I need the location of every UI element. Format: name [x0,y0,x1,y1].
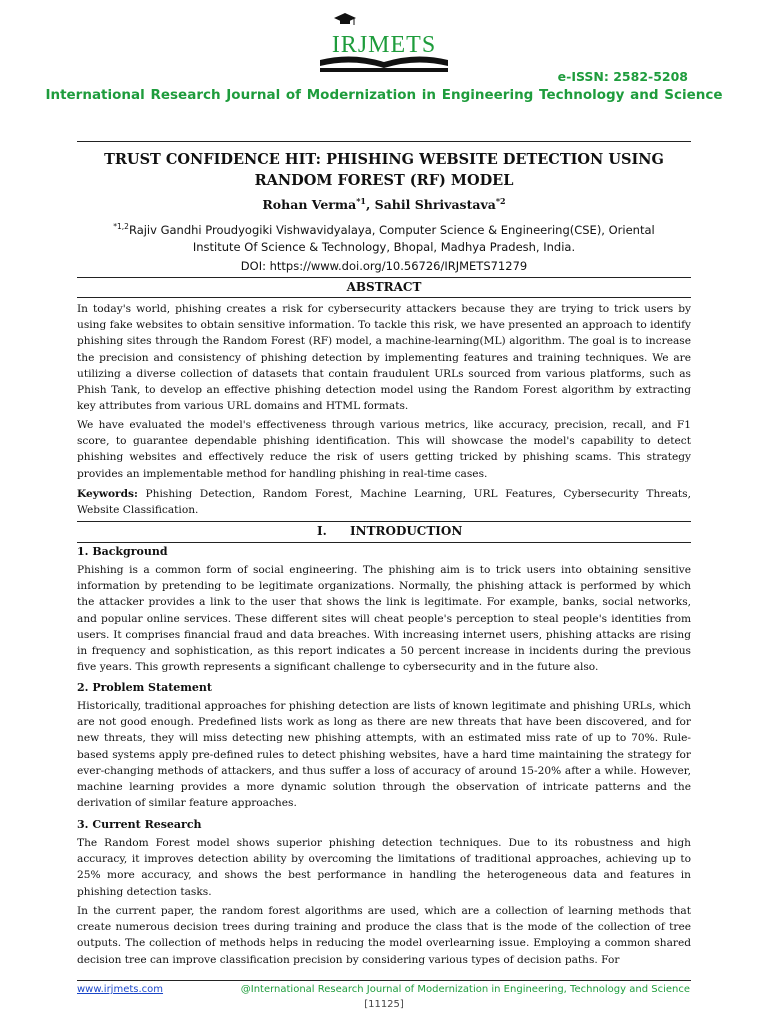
section-title: INTRODUCTION [350,524,463,538]
journal-logo [314,10,454,76]
abstract-heading: ABSTRACT [77,277,691,298]
logo-text: IRJMETS [331,32,437,58]
abstract-paragraph-1: In today's world, phishing creates a risk for cybersecurity attackers because they are trying to trick users by using fake websites to obtain sensitive information. To tackle this risk, we have presented an approach to identify phishing sites through the Random Forest (RF) model, a machine-learning(ML) algorithm. The goal is to increase the precision and consistency of phishing detection by implementing features and training techniques. We are utilizing a diverse collection of datasets that contain fraudulent URLs sourced from various platforms, such as Phish Tank, to develop an effective phishing detection model using the Random Forest algorithm by extracting key attributes from various URL domains and HTML formats. [77,303,691,413]
affiliation-text: Rajiv Gandhi Proudyogiki Vishwavidyalaya, Computer Science & Engineering(CSE), Oriental Institute Of Science & Technology, Bhopal, Madhya Pradesh, India. [128,222,655,254]
footer-copyright: @International Research Journal of Modernization in Engineering, Technology and Science [240,984,690,995]
author-2: Sahil Shrivastava [374,197,496,213]
author-1: Rohan Verma [262,197,357,213]
paragraph-current-research-1: The Random Forest model shows superior phishing detection techniques. Due to its robustness and high accuracy, it improves detection ability by overcoming the limitations of traditional approaches, achieving up to 25% more accuracy, and shows the best performance in handling the heterogeneous data and features in phishing detection tasks. [77,837,691,898]
journal-title: International Research Journal of Modernization in Engineering Technology and Science [45,87,723,103]
author-2-sup: *2 [495,196,506,206]
section-heading-introduction [77,521,691,543]
footer-rule [77,980,691,981]
section-number: I. [317,524,327,538]
keywords-text: Phishing Detection, Random Forest, Machine Learning, URL Features, Cybersecurity Threats, Website Classification. [77,488,691,517]
footer-website-link[interactable]: www.irjmets.com [77,984,164,995]
doi: DOI: https://www.doi.org/10.56726/IRJMETS71279 [240,259,528,273]
subheading-background: 1. Background [77,545,168,558]
header-rule [77,141,691,142]
page-number: [11125] [364,999,404,1010]
affiliation-sup: *1,2 [113,222,129,231]
authors [0,196,768,212]
paper-title: TRUST CONFIDENCE HIT: PHISHING WEBSITE DETECTION USING RANDOM FOREST (RF) MODEL [104,151,664,189]
issn: e-ISSN: 2582-5208 [557,69,688,84]
keywords [77,486,691,518]
abstract-paragraph-2: We have evaluated the model's effectiveness through various metrics, like accuracy, precision, recall, and F1 score, to guarantee dependable phishing identification. This will showcase the model's capability to detect phishing websites and effectively reduce the risk of users getting tricked by phishing scams. This strategy provides an implementable method for handling phishing in real-time cases. [77,419,691,480]
author-separator: , [365,197,375,213]
keywords-label: Keywords: [77,488,138,500]
subheading-current-research: 3. Current Research [77,818,202,831]
paragraph-current-research-2: In the current paper, the random forest algorithms are used, which are a collection of learning methods that create numerous decision trees during training and produce the class that is the mode of the collection of tree outputs. The collection of methods helps in reducing the model overlearning issue. Employing a common shared decision tree can improve classification precision by considering various types of decision paths. For [77,905,691,966]
affiliation [95,218,673,256]
subheading-problem-statement: 2. Problem Statement [77,681,213,694]
paragraph-background: Phishing is a common form of social engineering. The phishing aim is to trick users into obtaining sensitive information by pretending to be legitimate organizations. Normally, the phishing attack is performed by which the attacker provides a link to the user that shows the link is legitimate. For example, banks, social networks, and popular online services. These different sites will cheat people's perception to steal people's identities from users. It comprises financial fraud and data breaches. With increasing internet users, phishing attacks are rising in frequency and sophistication, as this report indicates a 50 percent increase in incidents during the previous five years. This growth represents a significant challenge to cybersecurity and in the future also. [77,564,691,674]
paragraph-problem-statement: Historically, traditional approaches for phishing detection are lists of known legitimate and phishing URLs, which are not good enough. Predefined lists work as long as there are new threats that have been discovered, and for new threats, they will miss detecting new phishing attempts, with an estimated miss rate of up to 70%. Rule-based systems apply pre-defined rules to detect phishing websites, have a hard time maintaining the strategy for ever-changing methods of attackers, and thus suffer a loss of accuracy of around 15-20% after a while. However, machine learning provides a more dynamic solution through the observation of intricate patterns and the derivation of similar feature approaches. [77,700,691,810]
author-1-sup: *1 [356,196,366,206]
